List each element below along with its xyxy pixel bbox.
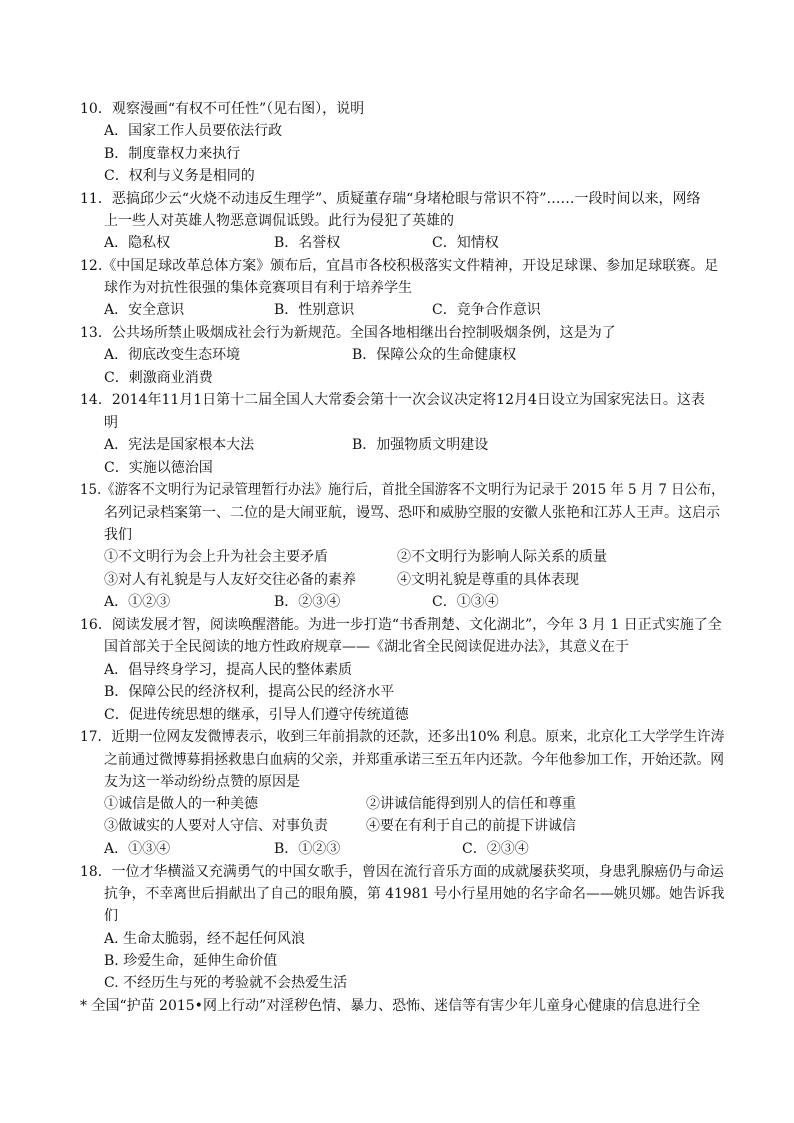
footer-partial-question: * 全国“护苗 2015•网上行动”对淫秽色情、暴力、恐怖、迷信等有害少年儿童身心健康的信息进行全 <box>80 998 701 1014</box>
q15-statement-2: ②不文明行为影响人际关系的质量 <box>397 549 607 565</box>
q17-option-a: A．①③④ <box>104 841 171 857</box>
q18-option-b: B. 珍爱生命，延伸生命价值 <box>104 953 278 969</box>
question-11-stem-cont: 上一些人对英雄人物恶意调侃诋毁。此行为侵犯了英雄的 <box>104 213 454 229</box>
q12-option-c: C．竞争合作意识 <box>432 302 541 318</box>
q11-option-b: B．名誉权 <box>274 235 341 251</box>
q15-statement-4: ④文明礼貌是尊重的具体表现 <box>397 572 579 588</box>
question-18-stem: 18．一位才华横溢又充满勇气的中国女歌手，曾因在流行音乐方面的成就屡获奖项，身患乳腺癌仍与命运 <box>80 864 724 880</box>
q13-option-a: A．彻底改变生态环境 <box>104 347 241 363</box>
question-17-stem: 17．近期一位网友发微博表示，收到三年前捐款的还款，还多出10% 利息。原来，北京化工大学学生许涛 <box>80 729 725 745</box>
q17-statement-2: ②讲诚信能得到别人的信任和尊重 <box>366 796 576 812</box>
q10-option-a: A．国家工作人员要依法行政 <box>104 123 283 139</box>
question-16-stem-cont: 国首部关于全民阅读的地方性政府规章——《湖北省全民阅读促进办法》，其意义在于 <box>104 639 629 655</box>
q15-option-c: C．①③④ <box>432 594 499 610</box>
q12-option-a: A．安全意识 <box>104 302 185 318</box>
question-14-stem: 14．2014年11月1日第十二届全国人大常委会第十一次会议决定将12月4日设立为国家宪法日。这表 <box>80 392 705 408</box>
q16-option-a: A．倡导终身学习，提高人民的整体素质 <box>104 662 353 678</box>
q14-option-c: C．实施以德治国 <box>104 460 213 476</box>
q11-option-c: C．知情权 <box>432 235 499 251</box>
q15-option-b: B．②③④ <box>274 594 341 610</box>
q10-option-b: B．制度靠权力来执行 <box>104 146 241 162</box>
q14-option-b: B．加强物质文明建设 <box>352 437 489 453</box>
q11-option-a: A．隐私权 <box>104 235 171 251</box>
question-10-stem: 10．观察漫画“有权不可任性”（见右图），说明 <box>80 101 365 117</box>
question-18-stem-end: 们 <box>104 908 118 924</box>
q18-option-c: C. 不经历生与死的考验就不会热爱生活 <box>104 975 348 991</box>
q17-statement-3: ③做诚实的人要对人守信、对事负责 <box>104 818 328 834</box>
q14-option-a: A．宪法是国家根本大法 <box>104 437 255 453</box>
q18-option-a: A. 生命太脆弱，经不起任何风浪 <box>104 931 306 947</box>
question-15-stem-end: 我们 <box>104 527 132 543</box>
q17-option-c: C．②③④ <box>462 841 529 857</box>
q15-option-a: A．①②③ <box>104 594 171 610</box>
q15-statement-1: ①不文明行为会上升为社会主要矛盾 <box>104 549 328 565</box>
q17-statement-4: ④要在有利于自己的前提下讲诚信 <box>366 818 576 834</box>
q17-option-b: B．①②③ <box>274 841 341 857</box>
q10-option-c: C．权利与义务是相同的 <box>104 168 255 184</box>
question-13-stem: 13．公共场所禁止吸烟成社会行为新规范。全国各地相继出台控制吸烟条例，这是为了 <box>80 325 616 341</box>
question-15-stem: 15.《游客不文明行为记录管理暂行办法》施行后，首批全国游客不文明行为记录于 2015 年 5 月 7 日公布， <box>80 482 725 498</box>
question-12-stem-cont: 球作为对抗性很强的集体竞赛项目有利于培养学生 <box>104 280 412 296</box>
question-17-stem-cont: 之前通过微博募捐拯救患白血病的父亲，并郑重承诺三至五年内还款。今年他参加工作，开始还款。网 <box>104 752 724 768</box>
question-14-stem-cont: 明 <box>104 415 118 431</box>
q15-statement-3: ③对人有礼貌是与人友好交往必备的素养 <box>104 572 356 588</box>
q12-option-b: B．性别意识 <box>274 302 355 318</box>
q13-option-c: C．刺激商业消费 <box>104 370 213 386</box>
question-11-stem: 11．恶搞邱少云“火烧不动违反生理学”、质疑董存瑞“身堵枪眼与常识不符”……一段时间以来，网络 <box>80 191 701 207</box>
q13-option-b: B．保障公众的生命健康权 <box>352 347 517 363</box>
q16-option-b: B．保障公民的经济权利，提高公民的经济水平 <box>104 684 395 700</box>
question-17-stem-end: 友为这一举动纷纷点赞的原因是 <box>104 774 300 790</box>
question-15-stem-cont: 名列记录档案第一、二位的是大闹亚航，谩骂、恐吓和威胁空服的安徽人张艳和江苏人王声。这启示 <box>104 505 720 521</box>
q16-option-c: C．促进传统思想的继承，引导人们遵守传统道德 <box>104 707 409 723</box>
question-18-stem-cont: 抗争，不幸离世后捐献出了自己的眼角膜，第 41981 号小行星用她的名字命名——姚贝娜。她告诉我 <box>104 886 725 902</box>
question-12-stem: 12.《中国足球改革总体方案》颁布后，宜昌市各校积极落实文件精神，开设足球课、参加足球联赛。足 <box>80 258 719 274</box>
question-16-stem: 16．阅读发展才智，阅读唤醒潜能。为进一步打造“书香荆楚、文化湖北”，今年 3 月 1 日正式实施了全 <box>80 617 722 633</box>
q17-statement-1: ①诚信是做人的一种美德 <box>104 796 258 812</box>
